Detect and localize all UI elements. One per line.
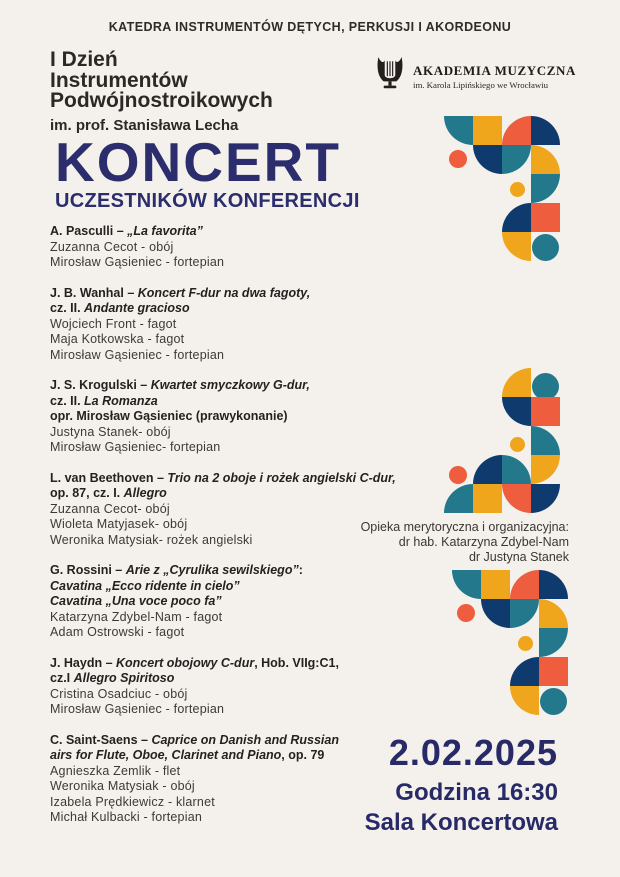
- performer-line: Wioleta Matyjasek- obój: [50, 517, 188, 531]
- decor-cluster-top: [444, 116, 569, 266]
- organizers-line-1: Opieka merytoryczna i organizacyjna:: [360, 520, 569, 534]
- decor-dot: [449, 150, 467, 168]
- performer-line: Adam Ostrowski - fagot: [50, 625, 185, 639]
- decor-shape: [539, 570, 568, 599]
- decor-shape: [531, 426, 560, 455]
- event-title-line-2: Instrumentów: [50, 68, 188, 92]
- academy-name: AKADEMIA MUZYCZNA: [413, 63, 576, 78]
- decor-shape: [502, 397, 531, 426]
- decor-shape: [531, 484, 560, 513]
- academy-logo: [374, 56, 576, 97]
- decor-shape: [444, 116, 473, 145]
- program-item: [50, 224, 480, 271]
- decor-shape: [510, 657, 539, 686]
- piece-title-line: airs for Flute, Oboe, Clarinet and Piano, op. 79: [50, 748, 325, 762]
- performer-line: Katarzyna Zdybel-Nam - fagot: [50, 609, 223, 624]
- event-time: Godzina 16:30: [395, 779, 558, 806]
- organizers-line-3: dr Justyna Stanek: [468, 550, 569, 565]
- decor-shape: [502, 232, 531, 261]
- program-item: [50, 656, 480, 718]
- performer-line: Agnieszka Zemlik - flet: [50, 763, 181, 778]
- decor-shape: [510, 599, 539, 628]
- decor-cluster-bottom: [452, 570, 577, 720]
- decor-shape: [452, 570, 481, 599]
- event-venue: Sala Koncertowa: [364, 809, 558, 836]
- piece-title-line: cz. II. La Romanza: [50, 393, 158, 408]
- piece-title-line: cz. II. Andante gracioso: [50, 301, 190, 315]
- decor-cluster-middle: [444, 368, 569, 518]
- decor-dot: [510, 437, 525, 452]
- decor-shape: [531, 455, 560, 484]
- concert-subtitle: UCZESTNIKÓW KONFERENCJI: [55, 190, 360, 212]
- piece-title-line: A. Pasculli – „La favorita”: [50, 224, 203, 238]
- piece-title-line: J. Haydn – Koncert obojowy C-dur, Hob. VIIg:C1,: [50, 655, 339, 670]
- concert-heading: [55, 131, 360, 213]
- decor-dot: [540, 688, 567, 715]
- event-date: 2.02.2025: [388, 732, 558, 773]
- decor-shape: [531, 116, 560, 145]
- decor-shape: [481, 570, 510, 599]
- decor-shape: [531, 397, 560, 426]
- program-item: [50, 563, 480, 641]
- decor-dot: [532, 373, 559, 400]
- decor-shape: [502, 203, 531, 232]
- event-patron: im. prof. Stanisława Lecha: [50, 116, 239, 134]
- decor-shape: [473, 484, 502, 513]
- performer-line: Cristina Osadciuc - obój: [50, 686, 188, 701]
- performer-line: Izabela Prędkiewicz - klarnet: [50, 794, 215, 809]
- performer-line: Zuzanna Cecot - obój: [50, 239, 174, 254]
- decor-shape: [502, 145, 531, 174]
- performer-line: Weronika Matysiak- rożek angielski: [50, 532, 253, 547]
- performer-line: Weronika Matysiak - obój: [50, 779, 195, 793]
- organizers-block: [361, 520, 569, 566]
- event-title-block: [50, 50, 273, 134]
- decor-dot: [532, 234, 559, 261]
- decor-shape: [473, 455, 502, 484]
- decor-shape: [473, 116, 502, 145]
- performer-line: Justyna Stanek- obój: [50, 424, 171, 439]
- lyre-icon: [374, 56, 406, 97]
- event-details: [365, 733, 558, 837]
- piece-title-line: opr. Mirosław Gąsieniec (prawykonanie): [50, 409, 288, 423]
- performer-line: Wojciech Front - fagot: [50, 316, 177, 331]
- decor-shape: [481, 599, 510, 628]
- piece-title-line: Cavatina „Una voce poco fa”: [50, 594, 222, 608]
- program-item: [50, 286, 480, 364]
- performer-line: Mirosław Gąsieniec- fortepian: [50, 440, 221, 454]
- piece-title-line: G. Rossini – Arie z „Cyrulika sewilskiego”:: [50, 563, 303, 577]
- program-item: [50, 378, 480, 456]
- performer-line: Maja Kotkowska - fagot: [50, 332, 185, 346]
- decor-shape: [539, 599, 568, 628]
- event-title-line-3: Podwójnostroikowych: [50, 89, 273, 112]
- academy-logo-text: [413, 63, 576, 90]
- decor-dot: [518, 636, 533, 651]
- piece-title-line: L. van Beethoven – Trio na 2 oboje i rożek angielski C-dur,: [50, 470, 396, 485]
- decor-shape: [531, 203, 560, 232]
- decor-shape: [473, 145, 502, 174]
- decor-shape: [539, 628, 568, 657]
- decor-shape: [539, 657, 568, 686]
- event-title-line-1: I Dzień: [50, 48, 118, 71]
- decor-dot: [457, 604, 475, 622]
- decor-shape: [444, 484, 473, 513]
- decor-shape: [502, 484, 531, 513]
- decor-shape: [502, 368, 531, 397]
- department-header: KATEDRA INSTRUMENTÓW DĘTYCH, PERKUSJI I AKORDEONU: [108, 20, 512, 34]
- decor-shape: [510, 686, 539, 715]
- performer-line: Zuzanna Cecot- obój: [50, 501, 170, 516]
- decor-dot: [510, 182, 525, 197]
- organizers-line-2: dr hab. Katarzyna Zdybel-Nam: [398, 535, 569, 550]
- decor-shape: [510, 570, 539, 599]
- piece-title-line: C. Saint-Saens – Caprice on Danish and Russian: [50, 732, 339, 747]
- performer-line: Mirosław Gąsieniec - fortepian: [50, 255, 225, 269]
- decor-shape: [502, 455, 531, 484]
- piece-title-line: J. S. Krogulski – Kwartet smyczkowy G-dur,: [50, 378, 310, 392]
- academy-subname: im. Karola Lipińskiego we Wrocławiu: [413, 80, 549, 90]
- concert-title: KONCERT: [55, 131, 341, 193]
- piece-title-line: Cavatina „Ecco ridente in cielo”: [50, 578, 240, 593]
- decor-shape: [531, 174, 560, 203]
- performer-line: Mirosław Gąsieniec - fortepian: [50, 347, 225, 362]
- decor-shape: [502, 116, 531, 145]
- decor-shape: [531, 145, 560, 174]
- piece-title-line: op. 87, cz. I. Allegro: [50, 486, 167, 500]
- piece-title-line: cz.I Allegro Spiritoso: [50, 671, 175, 685]
- performer-line: Michał Kulbacki - fortepian: [50, 810, 202, 824]
- performer-line: Mirosław Gąsieniec - fortepian: [50, 702, 225, 716]
- piece-title-line: J. B. Wanhal – Koncert F-dur na dwa fagoty,: [50, 285, 311, 300]
- decor-dot: [449, 466, 467, 484]
